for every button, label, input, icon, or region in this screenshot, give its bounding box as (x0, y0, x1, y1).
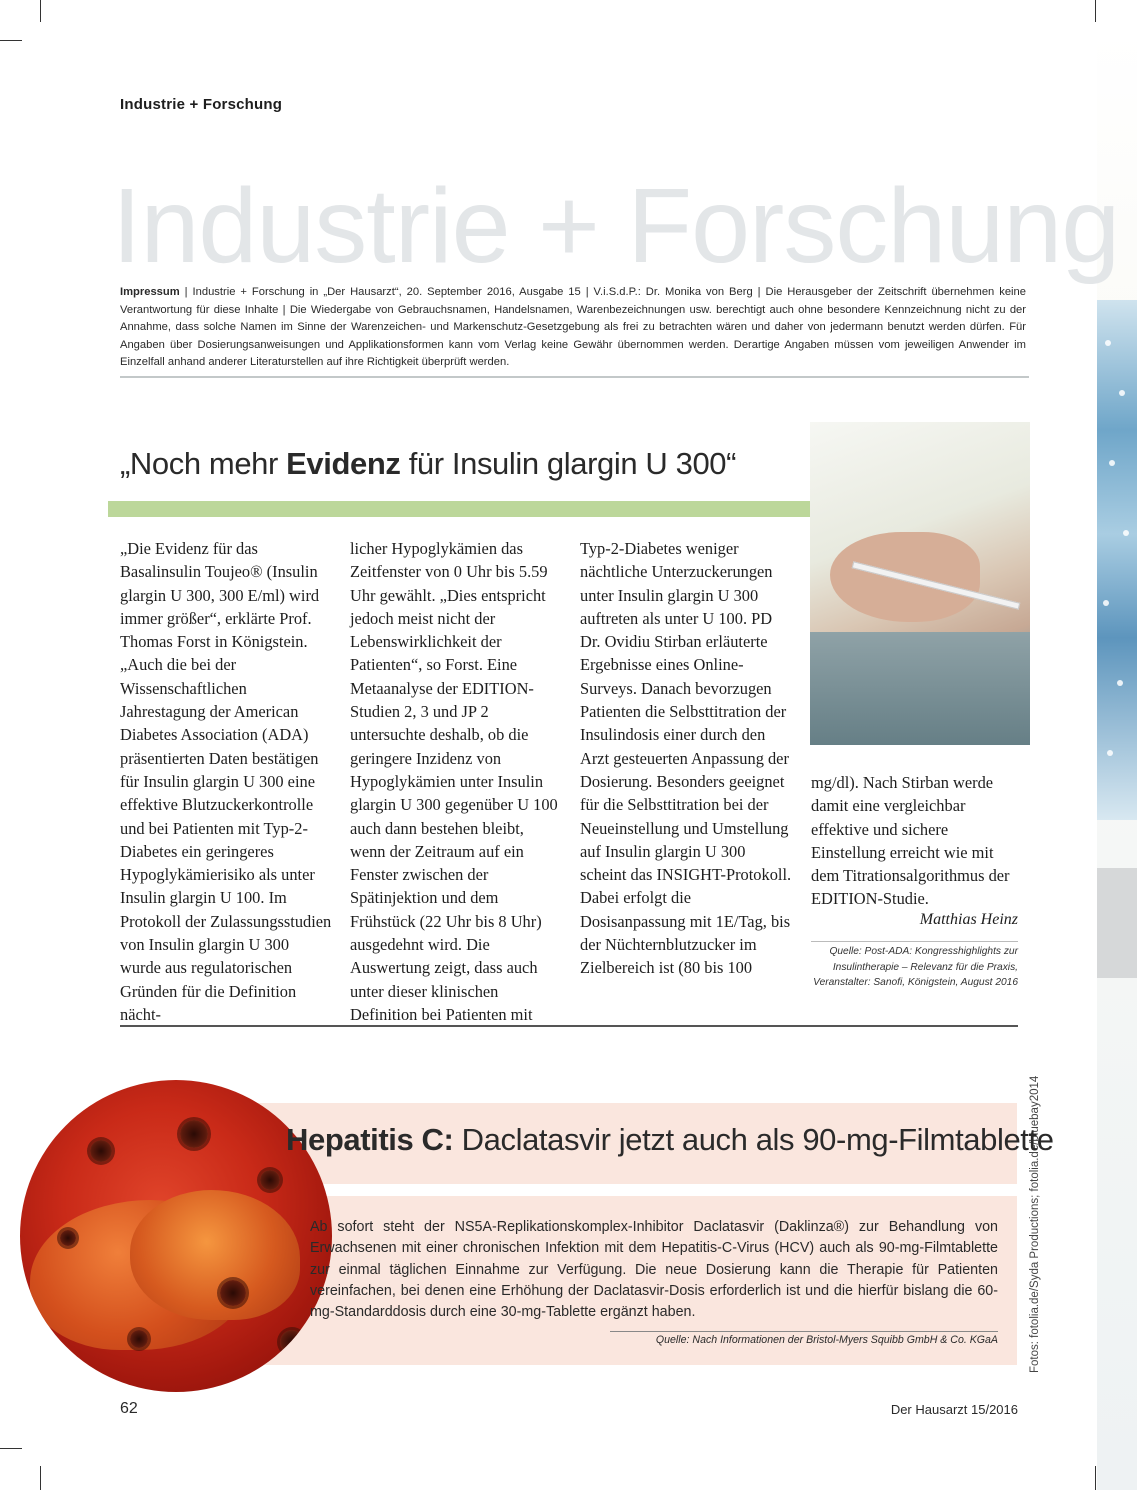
paragraph: licher Hypoglykämien das Zeitfenster von 0 Uhr bis 5.59 Uhr gewählt. „Dies entspricht jedoch meist nicht der Lebenswirklichkeit der Patienten“, so Forst. Eine Metaanalyse der EDITION-Studien 2, 3 und JP 2 untersuchte deshalb, ob die geringere Inzidenz von Hypoglykämien unter Insulin glargin U 300 gegenüber U 100 auch dann bestehen bleibt, wenn der Zeitraum auf ein Fenster zwischen der Spätinjektion und dem Frühstück (22 Uhr bis 8 Uhr) ausgedehnt wird. Die Auswertung zeigt, dass auch unter dieser klinischen Definition bei Patienten mit (350, 539, 558, 1024)
title-part: für Insulin glargin U 300“ (400, 446, 737, 481)
divider (120, 376, 1029, 378)
title-part: Daclatasvir jetzt auch als 90-mg-Filmtablette (453, 1122, 1054, 1157)
crop-mark (0, 40, 22, 41)
source-note: Quelle: Post-ADA: Kongresshighlights zur Insulintherapie – Relevanz für die Praxis, Veranstalter: Sanofi, Königstein, August 2016 (811, 941, 1018, 991)
paragraph: Typ-2-Diabetes weniger nächtliche Unterzuckerungen unter Insulin glargin U 300 auftreten als unter U 100. PD Dr. Ovidiu Stirban erläuterte Ergebnisse eines Online-Surveys. Danach bevorzugen Patienten die Selbsttitration der Insulindosis einer durch den Arzt gesteuerten Anpassung der Dosierung. Besonders geeignet für die Selbsttitration bei der Neueinstellung und Umstellung auf Insulin glargin U 300 scheint das INSIGHT-Protokoll. Dabei erfolgt die Dosisanpassung mit 1E/Tag, bis der Nüchternblutzucker im Zielbereich ist (80 bis 100 (580, 539, 792, 978)
article-column-1 (120, 537, 332, 1026)
title-part: „Noch mehr (120, 446, 287, 481)
divider (120, 1025, 1018, 1027)
decorative-title: Industrie + Forschung (112, 167, 1120, 285)
title-bold: Hepatitis C: (286, 1122, 454, 1157)
impressum (120, 284, 1026, 372)
impressum-label: Impressum (120, 286, 180, 298)
article-column-3 (580, 537, 792, 980)
insulin-injection-photo (810, 422, 1030, 745)
title-accent-bar (108, 501, 812, 517)
page-edge-gray (1097, 868, 1137, 978)
article-column-2 (350, 537, 562, 1026)
photo-credits: Fotos: fotolia.de/Syda Productions; fotolia.de/bluebay2014 (1029, 1075, 1041, 1373)
hepatitis-title (286, 1122, 1054, 1158)
page-number: 62 (120, 1400, 138, 1417)
section-heading: Industrie + Forschung (120, 96, 283, 113)
crop-mark (0, 1448, 22, 1449)
crop-mark (40, 0, 41, 22)
impressum-text: | Industrie + Forschung in „Der Hausarzt“, 20. September 2016, Ausgabe 15 | V.i.S.d.P.: Dr. Monika von Berg | Die Herausgeber der Zeitschrift übernehmen keine Verantwortung für diese Inhalte | Die Wiedergabe von Gebrauchsnamen, Handelsnamen, Warenbezeichnungen usw. berechtigt auch ohne besondere Kennzeichnung nicht zu der Annahme, dass solche Namen im Sinne der Warenzeichen- und Markenschutz-Gesetzgebung als frei zu betrachten wären und daher von jedermann benutzt werden dürfen. Für Angaben über Dosierungsanweisungen und Applikationsformen kann vom Verlag keine Gewähr übernommen werden. Derartige Angaben müssen vom jeweiligen Anwender im Einzelfall anhand anderer Literaturstellen auf ihre Richtigkeit überprüft werden. (120, 286, 1026, 368)
water-drops-image (1097, 300, 1137, 820)
crop-mark (40, 1466, 41, 1490)
article-column-4 (811, 771, 1023, 911)
paragraph: „Die Evidenz für das Basalinsulin Toujeo® (Insulin glargin U 300, 300 E/ml) wird immer größer“, erklärte Prof. Thomas Forst in Königstein. „Auch die bei der Wissenschaftlichen Jahrestagung der American Diabetes Association (ADA) präsentierten Daten bestätigen für Insulin glargin U 300 eine effektive Blutzuckerkontrolle und bei Patienten mit Typ-2-Diabetes ein geringeres Hypoglykämierisiko als unter Insulin glargin U 100. Im Protokoll der Zulassungsstudien von Insulin glargin U 300 wurde aus regulatorischen Gründen für die Definition nächt- (120, 539, 332, 1024)
article-title (120, 446, 736, 482)
hepatitis-text: Ab sofort steht der NS5A-Replikationskomplex-Inhibitor Daclatasvir (Daklinza®) zur Behandlung von Erwachsenen mit einer chronischen Infektion mit dem Hepatitis-C-Virus (HCV) auch als 90-mg-Filmtablette zur einmal täglichen Einnahme zur Verfügung. Die neue Dosierung kann die Therapie für Patienten vereinfachen, bei denen eine Erhöhung der Daclatasvir-Dosis erforderlich ist und die hierfür bislang die 60-mg-Standarddosis durch eine 30-mg-Tablette ergänzt haben. (310, 1219, 998, 1321)
title-bold: Evidenz (286, 446, 401, 481)
publication-footer: Der Hausarzt 15/2016 (890, 1402, 1018, 1417)
hepatitis-source: Quelle: Nach Informationen der Bristol-Myers Squibb GmbH & Co. KGaA (610, 1331, 998, 1346)
crop-mark (1095, 0, 1096, 22)
crop-mark (1095, 1466, 1096, 1490)
paragraph: mg/dl). Nach Stirban werde damit eine vergleichbar effektive und sichere Einstellung erreicht wie mit dem Titrationsalgorithmus der EDITION-Studie. (811, 773, 1010, 909)
author: Matthias Heinz (919, 911, 1018, 928)
